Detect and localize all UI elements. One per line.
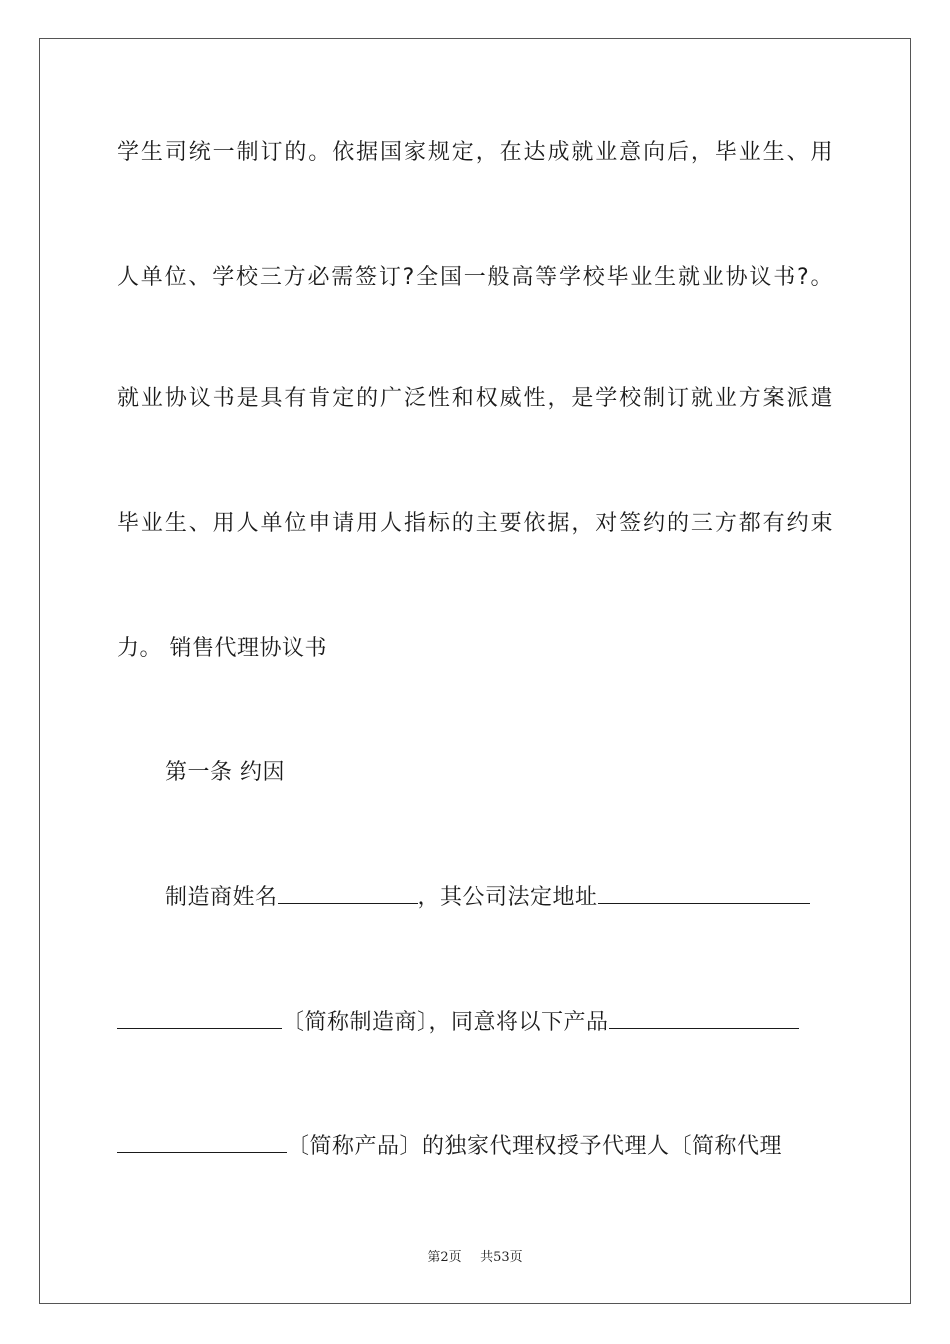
line-text: ，其公司法定地址 (417, 885, 598, 910)
heading-text: 第一条 约因 (165, 760, 285, 785)
line-text: 就业协议书是具有肯定的广泛性和权威性，是学校制订就业方案派遣 (117, 386, 835, 411)
page-footer (0, 1246, 950, 1265)
name-blank (278, 883, 418, 904)
manufacturer-line (165, 883, 833, 913)
agency-line (117, 1132, 833, 1162)
line-text: 人单位、学校三方必需签订?全国一般高等学校毕业生就业协议书?。 (117, 265, 833, 290)
article-heading (165, 758, 833, 788)
line-text: 制造商姓名 (165, 885, 278, 910)
line-text: 〔简称制造商〕，同意将以下产品 (282, 1010, 609, 1035)
product-line (117, 1008, 833, 1038)
paragraph-line-2 (117, 263, 833, 293)
page-total: 共53页 (480, 1250, 523, 1265)
line-text: 学生司统一制订的。依据国家规定，在达成就业意向后，毕业生、用 (117, 140, 835, 165)
product-blank-cont (117, 1132, 287, 1153)
product-blank (609, 1008, 799, 1029)
page-border (39, 38, 911, 1304)
address-blank-cont (117, 1008, 282, 1029)
paragraph-line-3 (117, 384, 833, 414)
line-text: 力。 销售代理协议书 (117, 636, 327, 661)
paragraph-line-4 (117, 509, 833, 539)
page-number: 第2页 (427, 1250, 462, 1265)
line-text: 毕业生、用人单位申请用人指标的主要依据，对签约的三方都有约束 (117, 511, 835, 536)
paragraph-line-1 (117, 138, 833, 168)
line-text: 〔简称产品〕的独家代理权授予代理人〔简称代理 (287, 1134, 783, 1159)
address-blank (598, 883, 810, 904)
paragraph-line-5 (117, 634, 833, 664)
